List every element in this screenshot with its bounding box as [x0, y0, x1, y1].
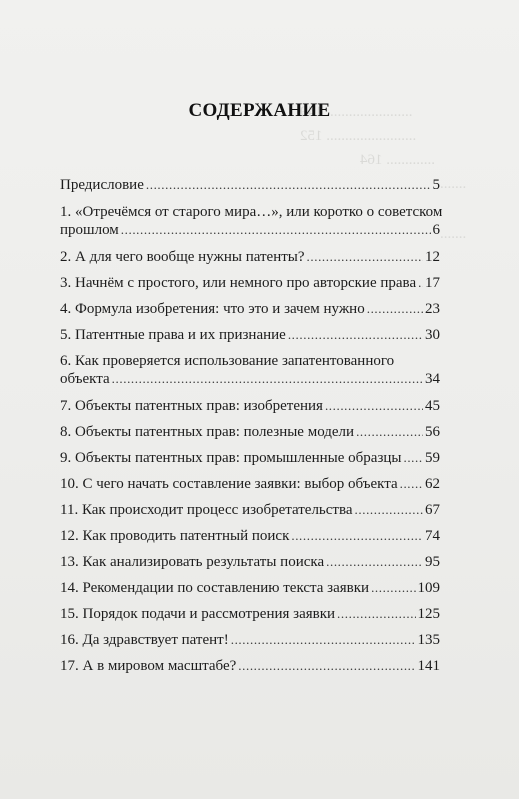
dot-leader: [291, 527, 423, 545]
toc-page-number: 45: [425, 398, 440, 414]
toc-page-number: 109: [417, 580, 440, 596]
toc-entry: [60, 449, 440, 467]
dot-leader: [307, 248, 423, 266]
dot-leader: [367, 300, 423, 318]
toc-entry: [60, 553, 440, 571]
toc-entry-title: 3. Начнём с простого, или немного про авторские права: [60, 275, 417, 291]
dot-leader: [418, 274, 423, 292]
toc-entry: [60, 326, 440, 344]
toc-entry: [60, 423, 440, 441]
toc-entry: [60, 397, 440, 415]
toc-entry: [60, 527, 440, 545]
toc-entry: [60, 300, 440, 318]
dot-leader: [355, 501, 423, 519]
dot-leader: [371, 579, 415, 597]
toc-entry: [60, 657, 440, 675]
toc-entry-title: 7. Объекты патентных прав: изобретения: [60, 398, 323, 414]
toc-entry-title: 13. Как анализировать результаты поиска: [60, 554, 325, 570]
toc-page-number: 141: [417, 658, 440, 674]
dot-leader: [112, 370, 423, 388]
toc-entry: [60, 352, 440, 388]
toc-entry: [60, 274, 440, 292]
toc-entry: [60, 475, 440, 493]
toc-page-number: 12: [425, 249, 440, 265]
dot-leader: [146, 176, 431, 194]
dot-leader: [356, 423, 423, 441]
toc-page-number: 125: [417, 606, 440, 622]
toc-entry: [60, 203, 443, 239]
toc-entry-title-line1: 6. Как проверяется использование запатентованного: [60, 353, 395, 369]
toc-entry: [60, 176, 440, 194]
toc-entry: [60, 579, 440, 597]
toc-page-number: 74: [425, 528, 440, 544]
toc-entry-title: 5. Патентные права и их признание: [60, 327, 286, 343]
toc-entry-title: 10. С чего начать составление заявки: выбор объекта: [60, 476, 398, 492]
dot-leader: [325, 397, 423, 415]
dot-leader: [121, 221, 431, 239]
toc-entry: [60, 605, 440, 623]
dot-leader: [400, 475, 423, 493]
toc-page-number: 17: [425, 275, 440, 291]
dot-leader: [288, 326, 423, 344]
toc-entry: [60, 248, 440, 266]
page-title: СОДЕРЖАНИЕ: [188, 100, 331, 121]
toc-entry-title: 12. Как проводить патентный поиск: [60, 528, 290, 544]
table-of-contents: [60, 176, 443, 683]
toc-entry-title: Предисловие: [60, 177, 144, 193]
toc-entry-title: прошлом: [60, 222, 119, 238]
toc-entry-title: 9. Объекты патентных прав: промышленные образцы: [60, 450, 402, 466]
toc-page-number: 30: [425, 327, 440, 343]
dot-leader: [326, 553, 423, 571]
toc-page-number: 95: [425, 554, 440, 570]
toc-entry-title: 11. Как происходит процесс изобретательства: [60, 502, 353, 518]
toc-entry-title: 8. Объекты патентных прав: полезные модели: [60, 424, 355, 440]
toc-page-number: 5: [432, 177, 440, 193]
toc-page-number: 34: [425, 371, 440, 387]
dot-leader: [238, 657, 415, 675]
show-through-text: ....................... 149 ........................ 152 ............. 164 ....... .......: [300, 104, 467, 242]
toc-page-number: 56: [425, 424, 440, 440]
toc-page-number: 67: [425, 502, 440, 518]
toc-entry-title: 14. Рекомендации по составлению текста заявки: [60, 580, 370, 596]
toc-page-number: 23: [425, 301, 440, 317]
toc-entry: [60, 631, 440, 649]
toc-entry-title: 4. Формула изобретения: что это и зачем нужно: [60, 301, 365, 317]
dot-leader: [231, 631, 416, 649]
toc-entry-title: 2. А для чего вообще нужны патенты?: [60, 249, 305, 265]
toc-page-number: 6: [432, 222, 440, 238]
toc-page-number: 135: [417, 632, 440, 648]
toc-entry-title: 16. Да здравствует патент!: [60, 632, 229, 648]
toc-page-number: 62: [425, 476, 440, 492]
toc-page-number: 59: [425, 450, 440, 466]
dot-leader: [337, 605, 415, 623]
toc-entry-title-line1: 1. «Отречёмся от старого мира…», или коротко о советском: [60, 204, 443, 220]
dot-leader: [403, 449, 423, 467]
toc-entry-title: 15. Порядок подачи и рассмотрения заявки: [60, 606, 336, 622]
toc-entry-title: 17. А в мировом масштабе?: [60, 658, 237, 674]
toc-entry: [60, 501, 440, 519]
toc-entry-title: объекта: [60, 371, 110, 387]
